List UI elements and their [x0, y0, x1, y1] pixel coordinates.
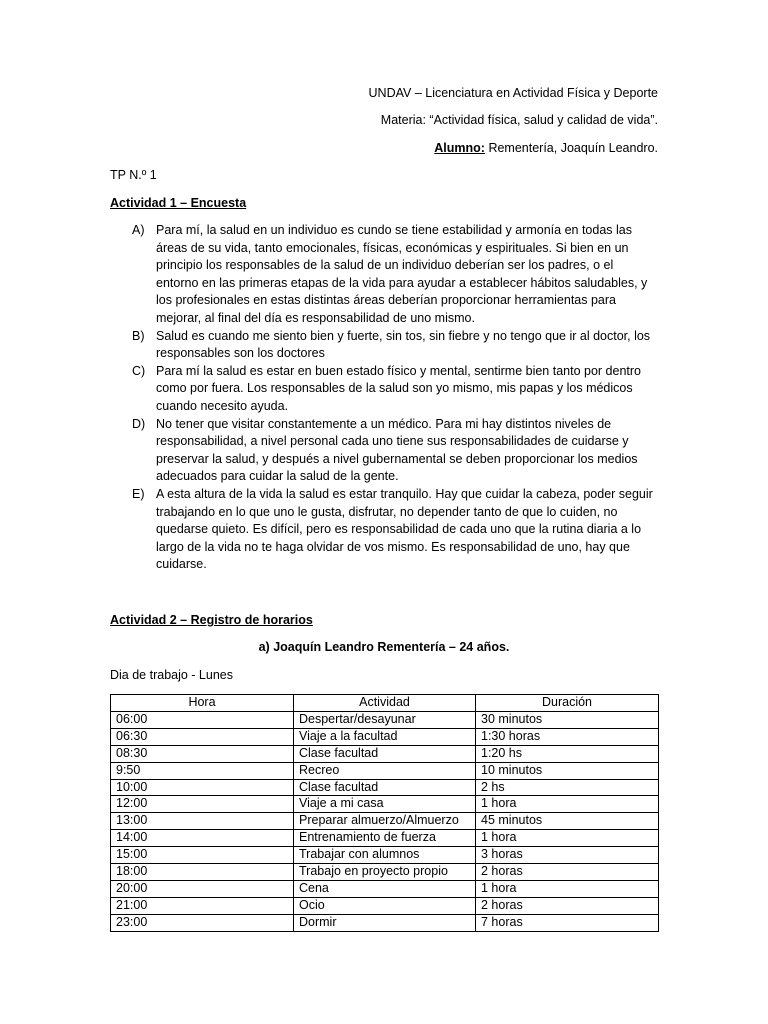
- cell-time: 08:30: [111, 745, 294, 762]
- column-header: Hora: [111, 695, 294, 712]
- answer-marker: E): [132, 486, 145, 501]
- table-row: [111, 728, 659, 745]
- day-label: Dia de trabajo - Lunes: [110, 668, 233, 682]
- cell-activity: Recreo: [294, 762, 476, 779]
- cell-time: 21:00: [111, 897, 294, 914]
- cell-duration: 30 minutos: [476, 711, 659, 728]
- cell-activity: Clase facultad: [294, 779, 476, 796]
- cell-activity: Trabajar con alumnos: [294, 847, 476, 864]
- cell-time: 9:50: [111, 762, 294, 779]
- answer-text: No tener que visitar constantemente a un médico. Para mi hay distintos niveles de responsabilidad, a nivel personal cada uno tiene sus responsabilidades de cuidarse y preservar la salud, y después a nivel gubernamental se deben proporcionar los medios adecuados para cuidar la salud de la gente.: [156, 416, 638, 484]
- cell-duration: 1:20 hs: [476, 745, 659, 762]
- column-header: Duración: [476, 695, 659, 712]
- tp-number: TP N.º 1: [110, 168, 157, 182]
- cell-duration: 2 horas: [476, 897, 659, 914]
- table-row: [111, 880, 659, 897]
- cell-duration: 1 hora: [476, 880, 659, 897]
- cell-activity: Viaje a la facultad: [294, 728, 476, 745]
- activity2-subtitle: a) Joaquín Leandro Rementería – 24 años.: [258, 640, 510, 654]
- cell-duration: 7 horas: [476, 914, 659, 931]
- answer-marker: A): [132, 223, 145, 237]
- cell-duration: 1 hora: [476, 796, 659, 813]
- header-subject: Materia: “Actividad física, salud y calidad de vida”.: [380, 113, 658, 127]
- cell-activity: Preparar almuerzo/Almuerzo: [294, 813, 476, 830]
- cell-activity: Dormir: [294, 914, 476, 931]
- answer-marker: D): [132, 416, 146, 431]
- cell-time: 18:00: [111, 864, 294, 881]
- table-row: [111, 762, 659, 779]
- cell-duration: 10 minutos: [476, 762, 659, 779]
- student-name: Rementería, Joaquín Leandro.: [484, 141, 658, 155]
- cell-time: 15:00: [111, 847, 294, 864]
- table-row: [111, 864, 659, 881]
- answer-text: Para mí la salud es estar en buen estado físico y mental, sentirme bien tanto por dentro como por fuera. Los responsables de la salud son yo mismo, mis papas y los médicos cuando necesito ayuda.: [156, 363, 641, 413]
- cell-time: 14:00: [111, 830, 294, 847]
- answer-item: [110, 222, 658, 328]
- header-student: [434, 141, 658, 155]
- table-row: [111, 914, 659, 931]
- cell-activity: Viaje a mi casa: [294, 796, 476, 813]
- schedule-table: [110, 694, 659, 932]
- cell-duration: 45 minutos: [476, 813, 659, 830]
- answer-marker: C): [132, 363, 146, 378]
- activity1-title: Actividad 1 – Encuesta: [110, 196, 247, 210]
- table-row: [111, 745, 659, 762]
- table-row: [111, 847, 659, 864]
- cell-time: 10:00: [111, 779, 294, 796]
- cell-activity: Cena: [294, 880, 476, 897]
- cell-duration: 2 horas: [476, 864, 659, 881]
- activity2-title: Actividad 2 – Registro de horarios: [110, 613, 313, 627]
- answer-item: [110, 363, 658, 416]
- cell-time: 20:00: [111, 880, 294, 897]
- cell-time: 06:00: [111, 711, 294, 728]
- table-row: [111, 897, 659, 914]
- table-row: [111, 830, 659, 847]
- answer-text: Salud es cuando me siento bien y fuerte, sin tos, sin fiebre y no tengo que ir al doctor, los responsables son los doctores: [156, 328, 651, 361]
- cell-duration: 1 hora: [476, 830, 659, 847]
- column-header: Actividad: [294, 695, 476, 712]
- cell-duration: 3 horas: [476, 847, 659, 864]
- table-header-row: [111, 695, 659, 712]
- cell-activity: Clase facultad: [294, 745, 476, 762]
- header-institution: UNDAV – Licenciatura en Actividad Física y Deporte: [368, 86, 658, 100]
- cell-time: 06:30: [111, 728, 294, 745]
- table-row: [111, 779, 659, 796]
- table-row: [111, 813, 659, 830]
- cell-activity: Entrenamiento de fuerza: [294, 830, 476, 847]
- cell-activity: Ocio: [294, 897, 476, 914]
- cell-activity: Despertar/desayunar: [294, 711, 476, 728]
- cell-time: 12:00: [111, 796, 294, 813]
- answer-item: [110, 486, 658, 574]
- table-row: [111, 796, 659, 813]
- answer-text: Para mí, la salud en un individuo es cundo se tiene estabilidad y armonía en todas las áreas de su vida, tanto emocionales, físicas, económicas y espirituales. Si bien en un principio los responsables de la salud de un individuo deberían ser los padres, o el entorno en las primeras etapas de la vida para ayudar a establecer hábitos saludables, y los profesionales en estas distintas áreas deberían proporcionar herramientas para mejorar, al final del día es responsabilidad de uno mismo.: [156, 223, 648, 325]
- table-row: [111, 711, 659, 728]
- cell-time: 23:00: [111, 914, 294, 931]
- cell-duration: 1:30 horas: [476, 728, 659, 745]
- answer-item: [110, 416, 658, 486]
- cell-activity: Trabajo en proyecto propio: [294, 864, 476, 881]
- answer-item: [110, 328, 658, 363]
- answers-list: [110, 222, 658, 574]
- student-label: Alumno:: [434, 141, 485, 155]
- cell-time: 13:00: [111, 813, 294, 830]
- cell-duration: 2 hs: [476, 779, 659, 796]
- answer-text: A esta altura de la vida la salud es estar tranquilo. Hay que cuidar la cabeza, poder seguir trabajando en lo que uno le gusta, disfrutar, no depender tanto de que lo cuiden, no quedarse quieto. Es difícil, pero es responsabilidad de cada uno que la rutina diaria a lo largo de la vida no te haga olvidar de vos mismo. Es responsabilidad de uno, hay que cuidarse.: [156, 486, 653, 572]
- answer-marker: B): [132, 328, 145, 343]
